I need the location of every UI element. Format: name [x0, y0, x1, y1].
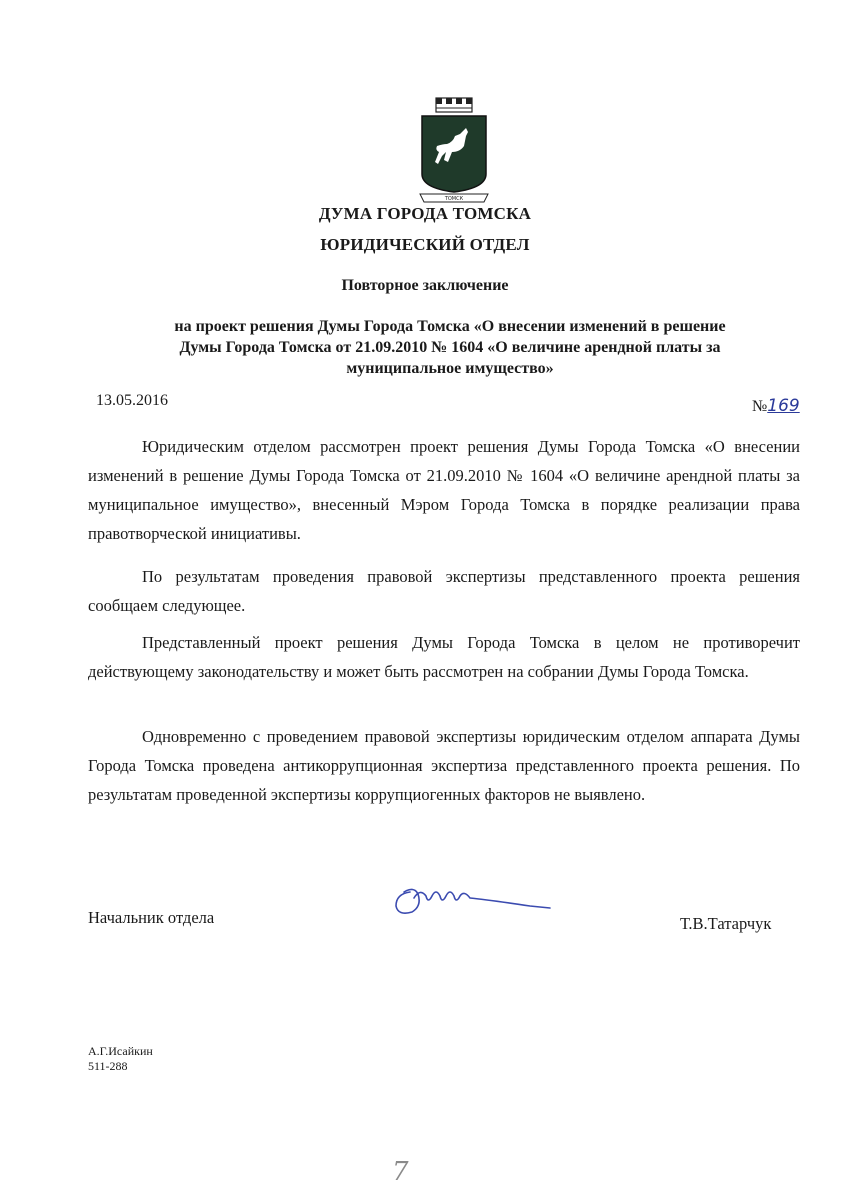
- number-prefix: №: [752, 398, 768, 415]
- executor-info: [88, 1044, 153, 1074]
- handwritten-page-mark: [380, 1150, 420, 1190]
- coat-motto: ТОМСК: [444, 196, 464, 202]
- document-number: [752, 396, 800, 416]
- shield-icon: [422, 116, 486, 192]
- document-title: Повторное заключение: [341, 277, 509, 294]
- crown-icon: [436, 98, 472, 112]
- number-value: 169: [767, 396, 800, 416]
- document-subject: [120, 316, 780, 379]
- signer-position: Начальник отдела: [88, 908, 215, 927]
- body-paragraph: По результатам проведения правовой экспертизы представленного проекта решения сообщаем следующее.: [88, 567, 800, 615]
- body-paragraph: Одновременно с проведением правовой экспертизы юридическим отделом аппарата Думы Города Томска проведена антикоррупционная экспертиза представленного проекта решения. По результатам проведенной экспертизы коррупциогенных факторов не выявлено.: [88, 727, 800, 804]
- subject-line: Думы Города Томска от 21.09.2010 № 1604 «О величине арендной платы за: [179, 339, 721, 356]
- handwritten-signature: [380, 868, 560, 928]
- city-coat-of-arms: [416, 96, 492, 206]
- subject-line: муниципальное имущество»: [346, 360, 554, 377]
- executor-name: А.Г.Исайкин: [88, 1044, 153, 1058]
- page-mark-text: 7: [392, 1157, 409, 1187]
- department-name: ЮРИДИЧЕСКИЙ ОТДЕЛ: [320, 235, 530, 254]
- subject-line: на проект решения Думы Города Томска «О внесении изменений в решение: [174, 318, 726, 335]
- body-paragraph: Юридическим отделом рассмотрен проект решения Думы Города Томска «О внесении изменений в решение Думы Города Томска от 21.09.2010 № 1604 «О величине арендной платы за муниципальное имущество», внесенный Мэром Города Томска в порядке реализации права правотворческой инициативы.: [88, 437, 800, 543]
- body-paragraph: Представленный проект решения Думы Города Томска в целом не противоречит действующему законодательству и может быть рассмотрен на собрании Думы Города Томска.: [88, 633, 800, 681]
- executor-phone: 511-288: [88, 1059, 128, 1073]
- org-name: ДУМА ГОРОДА ТОМСКА: [318, 204, 532, 223]
- document-date: 13.05.2016: [96, 392, 168, 409]
- signer-name: Т.В.Татарчук: [680, 914, 772, 933]
